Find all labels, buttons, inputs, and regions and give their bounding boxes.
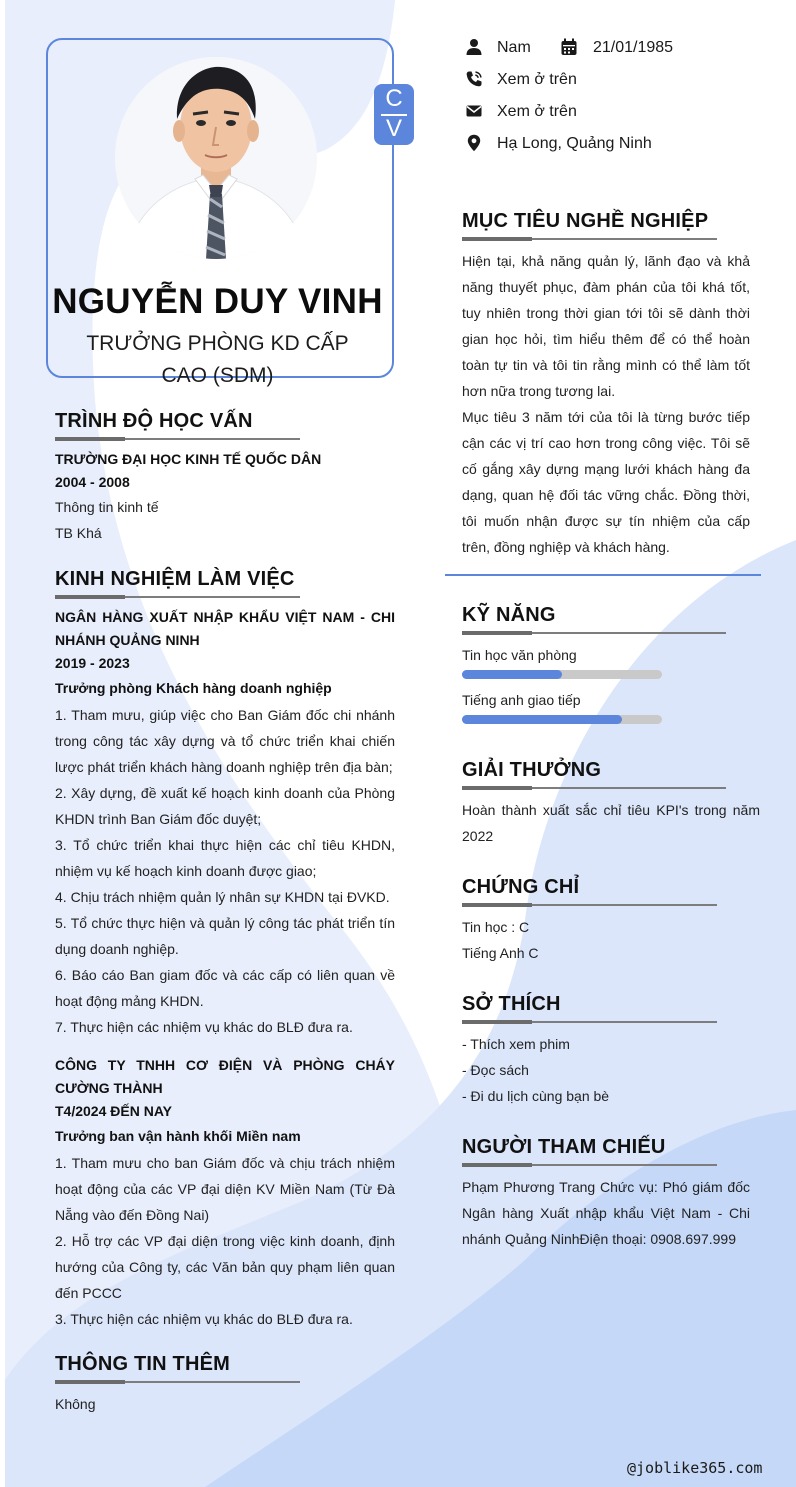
cv-badge-letter-v: V [385,115,402,142]
cv-page [5,0,796,1487]
job-duty: 2. Xây dựng, đề xuất kế hoạch kinh doanh của Phòng KHDN trình Ban Giám đốc duyệt; [55,785,395,827]
job-period: 2019 - 2023 [55,655,130,671]
person-portrait [115,57,317,259]
education-grade: TB Khá [55,525,102,541]
job-duty: 7. Thực hiện các nhiệm vụ khác do BLĐ đưa ra. [55,1019,353,1035]
skill-name: Tiếng anh giao tiếp [462,692,581,708]
column-divider [445,574,761,576]
skill-bar [462,670,662,679]
job-duty: 1. Tham mưu, giúp việc cho Ban Giám đốc chi nhánh trong công tác xây dựng và tổ chức triển khai chiến lược phát triển khách hàng doanh nghiệp trên địa bàn; [55,707,395,775]
more-info-section [55,1353,300,1383]
job-duty: 4. Chịu trách nhiệm quản lý nhân sự KHDN tại ĐVKD. [55,889,390,905]
awards-body [462,797,760,849]
skill-bar-fill [462,715,622,724]
job-entry [55,606,395,1040]
objective-title: MỤC TIÊU NGHỀ NGHIỆP [462,210,709,232]
references-text: Phạm Phương Trang Chức vụ: Phó giám đốc Ngân hàng Xuất nhập khẩu Việt Nam - Chi nhánh Quảng NinhĐiện thoại: 0908.697.999 [462,1179,750,1247]
more-info-text: Không [55,1396,96,1412]
profile-photo [115,57,317,259]
hobbies-section [462,993,717,1023]
job-duty: 3. Thực hiện các nhiệm vụ khác do BLĐ đưa ra. [55,1311,353,1327]
more-info-body [55,1391,395,1417]
email-value: Xem ở trên [497,103,577,120]
job-duty: 3. Tổ chức triển khai thực hiện các chỉ tiêu KHDN, nhiệm vụ kế hoạch kinh doanh được giao; [55,837,395,879]
hobbies-title: SỞ THÍCH [462,993,561,1015]
certificate-item: Tiếng Anh C [462,945,539,961]
location-pin-icon [465,134,483,152]
cv-badge-letter-c: C [385,85,403,112]
job-duty: 1. Tham mưu cho ban Giám đốc và chịu trách nhiệm hoạt động của các VP đại diện KV Miền Nam (Từ Đà Nẵng vào đến Đồng Nai) [55,1155,395,1223]
certificates-title: CHỨNG CHỈ [462,876,580,898]
skill-bar-fill [462,670,562,679]
experience-title: KINH NGHIỆM LÀM VIỆC [55,568,295,590]
skill-bar [462,715,662,724]
cv-badge [374,84,414,145]
education-school: TRƯỜNG ĐẠI HỌC KINH TẾ QUỐC DÂN [55,451,322,467]
section-rule [462,238,717,240]
awards-title: GIẢI THƯỞNG [462,759,602,781]
section-rule [462,1021,717,1023]
hobby-item: - Đi du lịch cùng bạn bè [462,1088,610,1104]
mail-icon [465,102,483,120]
job-company: CÔNG TY TNHH CƠ ĐIỆN VÀ PHÒNG CHÁY CƯỜNG THÀNH [55,1057,395,1096]
skill-item [462,691,726,724]
more-info-title: THÔNG TIN THÊM [55,1353,231,1375]
skill-name: Tin học văn phòng [462,647,577,663]
objective-paragraph: Hiện tại, khả năng quản lý, lãnh đạo và khả năng thuyết phục, đàm phán của tôi khá tốt, tuy nhiên trong thời gian tới tôi sẽ dành thời gian học hỏi, tìm hiểu thêm để có thể hoàn toàn tự tin và tôi tin rằng mình có thể làm tốt hơn nữa trong tương lai. [462,253,750,399]
awards-text: Hoàn thành xuất sắc chỉ tiêu KPI's trong năm 2022 [462,802,760,844]
job-duty: 2. Hỗ trợ các VP đại diện trong việc kinh doanh, định hướng của Công ty, các Văn bản quy phạm liên quan đến PCCC [55,1233,395,1301]
candidate-name: NGUYỄN DUY VINH [52,282,383,321]
calendar-icon [560,38,578,56]
phone-value: Xem ở trên [497,71,577,88]
education-major: Thông tin kinh tế [55,499,159,515]
job-entry [55,1054,395,1332]
objective-paragraph: Mục tiêu 3 năm tới của tôi là từng bước tiếp cận các vị trí cao hơn trong công việc. Tôi sẽ cố gắng xây dựng mạng lưới khách hàng đa dạng, quan hệ đối tác vững chắc. Đồng thời, tôi muốn nhận được sự tín nhiệm của cấp trên, đồng nghiệp và khách hàng. [462,409,750,555]
education-period: 2004 - 2008 [55,474,130,490]
education-details [55,448,400,546]
job-company: NGÂN HÀNG XUẤT NHẬP KHẨU VIỆT NAM - CHI NHÁNH QUẢNG NINH [55,609,395,648]
references-body [462,1174,750,1252]
certificates-section [462,876,717,906]
hobby-item: - Đọc sách [462,1062,529,1078]
job-position: Trưởng ban vận hành khối Miền nam [55,1128,301,1144]
hobby-item: - Thích xem phim [462,1036,570,1052]
address-value: Hạ Long, Quảng Ninh [497,135,652,152]
section-rule [55,1381,300,1383]
skill-item [462,646,726,679]
section-rule [462,904,717,906]
section-rule [462,787,726,789]
hobbies-body [462,1031,760,1109]
references-section [462,1136,717,1166]
job-period: T4/2024 ĐẾN NAY [55,1103,172,1119]
job-duty: 5. Tổ chức thực hiện và quản lý công tác phát triển tín dụng doanh nghiệp. [55,915,395,957]
user-icon [465,38,483,56]
section-rule [462,632,726,634]
section-rule [55,596,300,598]
references-title: NGƯỜI THAM CHIẾU [462,1136,666,1158]
job-position: Trưởng phòng Khách hàng doanh nghiệp [55,680,332,696]
objective-body [462,248,750,560]
watermark: @joblike365.com [627,1459,763,1477]
section-rule [55,438,300,440]
certificates-body [462,914,760,966]
education-title: TRÌNH ĐỘ HỌC VẤN [55,410,253,432]
job-duty: 6. Báo cáo Ban giam đốc và các cấp có liên quan về hoạt động mảng KHDN. [55,967,395,1009]
gender-value: Nam [497,39,531,56]
phone-icon [465,70,483,88]
experience-section [55,568,300,598]
candidate-title: TRƯỞNG PHÒNG KD CẤP CAO (SDM) [86,332,349,387]
objective-section [462,210,717,240]
section-rule [462,1164,717,1166]
skills-title: KỸ NĂNG [462,604,556,626]
certificate-item: Tin học : C [462,919,530,935]
education-section [55,410,300,440]
awards-section [462,759,726,789]
skills-section [462,604,726,634]
birthday-value: 21/01/1985 [593,39,674,56]
